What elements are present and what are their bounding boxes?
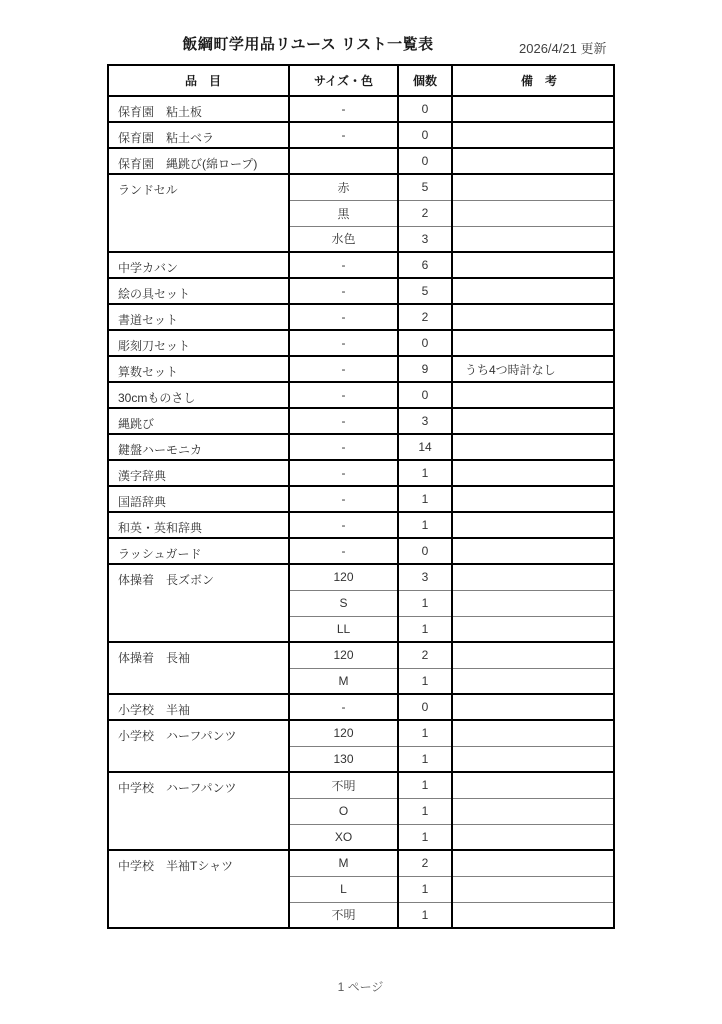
item-name-cell: 体操着 長ズボン [108, 564, 289, 642]
note-cell [452, 538, 614, 564]
size-cell: 水色 [289, 226, 398, 252]
page-number: 1 ページ [337, 980, 384, 994]
table-header-row [108, 65, 614, 96]
qty-cell: 2 [398, 304, 452, 330]
qty-cell: 0 [398, 330, 452, 356]
qty-cell: 0 [398, 538, 452, 564]
qty-cell: 2 [398, 642, 452, 668]
qty-cell: 1 [398, 746, 452, 772]
note-cell [452, 330, 614, 356]
size-cell: 120 [289, 642, 398, 668]
header-cell-size: サイズ・色 [289, 65, 398, 96]
size-cell: 赤 [289, 174, 398, 200]
qty-cell: 0 [398, 122, 452, 148]
size-cell [289, 148, 398, 174]
qty-cell: 2 [398, 850, 452, 876]
item-name-cell: 保育園 粘土板 [108, 96, 289, 122]
qty-cell: 1 [398, 902, 452, 928]
note-cell [452, 564, 614, 590]
size-cell: 黒 [289, 200, 398, 226]
note-cell [452, 252, 614, 278]
table-body [108, 96, 614, 928]
note-cell [452, 850, 614, 876]
note-cell [452, 226, 614, 252]
item-name-cell: 彫刻刀セット [108, 330, 289, 356]
item-name-cell: 体操着 長袖 [108, 642, 289, 694]
table-row [108, 720, 614, 746]
note-cell [452, 772, 614, 798]
qty-cell: 0 [398, 382, 452, 408]
size-cell: XO [289, 824, 398, 850]
note-cell [452, 174, 614, 200]
note-cell [452, 460, 614, 486]
size-cell: - [289, 330, 398, 356]
item-name-cell: 中学校 半袖Tシャツ [108, 850, 289, 928]
size-cell: M [289, 668, 398, 694]
note-cell [452, 382, 614, 408]
qty-cell: 1 [398, 798, 452, 824]
size-cell: - [289, 434, 398, 460]
item-name-cell: 鍵盤ハーモニカ [108, 434, 289, 460]
size-cell: - [289, 382, 398, 408]
note-cell [452, 512, 614, 538]
note-cell [452, 694, 614, 720]
qty-cell: 1 [398, 512, 452, 538]
note-cell [452, 668, 614, 694]
table-row [108, 252, 614, 278]
table-row [108, 460, 614, 486]
qty-cell: 1 [398, 616, 452, 642]
size-cell: 120 [289, 720, 398, 746]
table-row [108, 382, 614, 408]
note-cell [452, 798, 614, 824]
qty-cell: 1 [398, 824, 452, 850]
qty-cell: 1 [398, 590, 452, 616]
note-cell [452, 642, 614, 668]
table-row [108, 642, 614, 668]
table-row [108, 486, 614, 512]
note-cell [452, 200, 614, 226]
header-cell-quantity: 個数 [398, 65, 452, 96]
page-title: 飯綱町学用品リユース リスト一覧表 [182, 36, 434, 53]
table-row [108, 408, 614, 434]
table-row [108, 304, 614, 330]
size-cell: - [289, 96, 398, 122]
size-cell: - [289, 694, 398, 720]
item-name-cell: 絵の具セット [108, 278, 289, 304]
item-name-cell: 中学校 ハーフパンツ [108, 772, 289, 850]
note-cell [452, 278, 614, 304]
item-name-cell: 書道セット [108, 304, 289, 330]
size-cell: - [289, 278, 398, 304]
qty-cell: 1 [398, 720, 452, 746]
note-cell [452, 304, 614, 330]
qty-cell: 3 [398, 226, 452, 252]
table-row [108, 278, 614, 304]
note-cell [452, 486, 614, 512]
item-name-cell: 保育園 粘土ベラ [108, 122, 289, 148]
note-cell [452, 824, 614, 850]
item-name-cell: 保育園 縄跳び(綿ロープ) [108, 148, 289, 174]
size-cell: - [289, 512, 398, 538]
size-cell: L [289, 876, 398, 902]
qty-cell: 3 [398, 408, 452, 434]
header-cell-remarks: 備 考 [452, 65, 614, 96]
qty-cell: 1 [398, 876, 452, 902]
size-cell: 不明 [289, 772, 398, 798]
size-cell: - [289, 356, 398, 382]
table-row [108, 772, 614, 798]
size-cell: LL [289, 616, 398, 642]
qty-cell: 0 [398, 694, 452, 720]
qty-cell: 6 [398, 252, 452, 278]
item-name-cell: ラッシュガード [108, 538, 289, 564]
note-cell [452, 590, 614, 616]
note-cell [452, 746, 614, 772]
size-cell: - [289, 304, 398, 330]
item-name-cell: 小学校 ハーフパンツ [108, 720, 289, 772]
qty-cell: 14 [398, 434, 452, 460]
note-cell: うち4つ時計なし [452, 356, 614, 382]
qty-cell: 5 [398, 174, 452, 200]
updated-date: 2026/4/21 更新 [519, 41, 607, 56]
qty-cell: 5 [398, 278, 452, 304]
table-row [108, 694, 614, 720]
table-row [108, 564, 614, 590]
note-cell [452, 876, 614, 902]
size-cell: - [289, 538, 398, 564]
table-row [108, 148, 614, 174]
table-row [108, 538, 614, 564]
note-cell [452, 408, 614, 434]
size-cell: S [289, 590, 398, 616]
size-cell: 130 [289, 746, 398, 772]
size-cell: M [289, 850, 398, 876]
qty-cell: 2 [398, 200, 452, 226]
table-row [108, 356, 614, 382]
item-name-cell: 国語辞典 [108, 486, 289, 512]
table-row [108, 512, 614, 538]
qty-cell: 1 [398, 668, 452, 694]
item-name-cell: 漢字辞典 [108, 460, 289, 486]
note-cell [452, 148, 614, 174]
qty-cell: 1 [398, 460, 452, 486]
qty-cell: 0 [398, 148, 452, 174]
item-name-cell: 小学校 半袖 [108, 694, 289, 720]
item-name-cell: 算数セット [108, 356, 289, 382]
size-cell: 120 [289, 564, 398, 590]
table-row [108, 96, 614, 122]
note-cell [452, 616, 614, 642]
note-cell [452, 902, 614, 928]
size-cell: - [289, 486, 398, 512]
item-name-cell: 縄跳び [108, 408, 289, 434]
header-cell-item: 品 目 [108, 65, 289, 96]
item-name-cell: 30cmものさし [108, 382, 289, 408]
qty-cell: 3 [398, 564, 452, 590]
qty-cell: 1 [398, 486, 452, 512]
item-name-cell: ランドセル [108, 174, 289, 252]
note-cell [452, 720, 614, 746]
size-cell: - [289, 460, 398, 486]
qty-cell: 0 [398, 96, 452, 122]
table-row [108, 850, 614, 876]
note-cell [452, 122, 614, 148]
table-row [108, 434, 614, 460]
size-cell: - [289, 122, 398, 148]
note-cell [452, 96, 614, 122]
size-cell: O [289, 798, 398, 824]
table-row [108, 330, 614, 356]
size-cell: 不明 [289, 902, 398, 928]
note-cell [452, 434, 614, 460]
item-name-cell: 中学カバン [108, 252, 289, 278]
item-name-cell: 和英・英和辞典 [108, 512, 289, 538]
table-row [108, 122, 614, 148]
table-row [108, 174, 614, 200]
size-cell: - [289, 252, 398, 278]
qty-cell: 9 [398, 356, 452, 382]
size-cell: - [289, 408, 398, 434]
reuse-list-table [107, 64, 615, 929]
qty-cell: 1 [398, 772, 452, 798]
